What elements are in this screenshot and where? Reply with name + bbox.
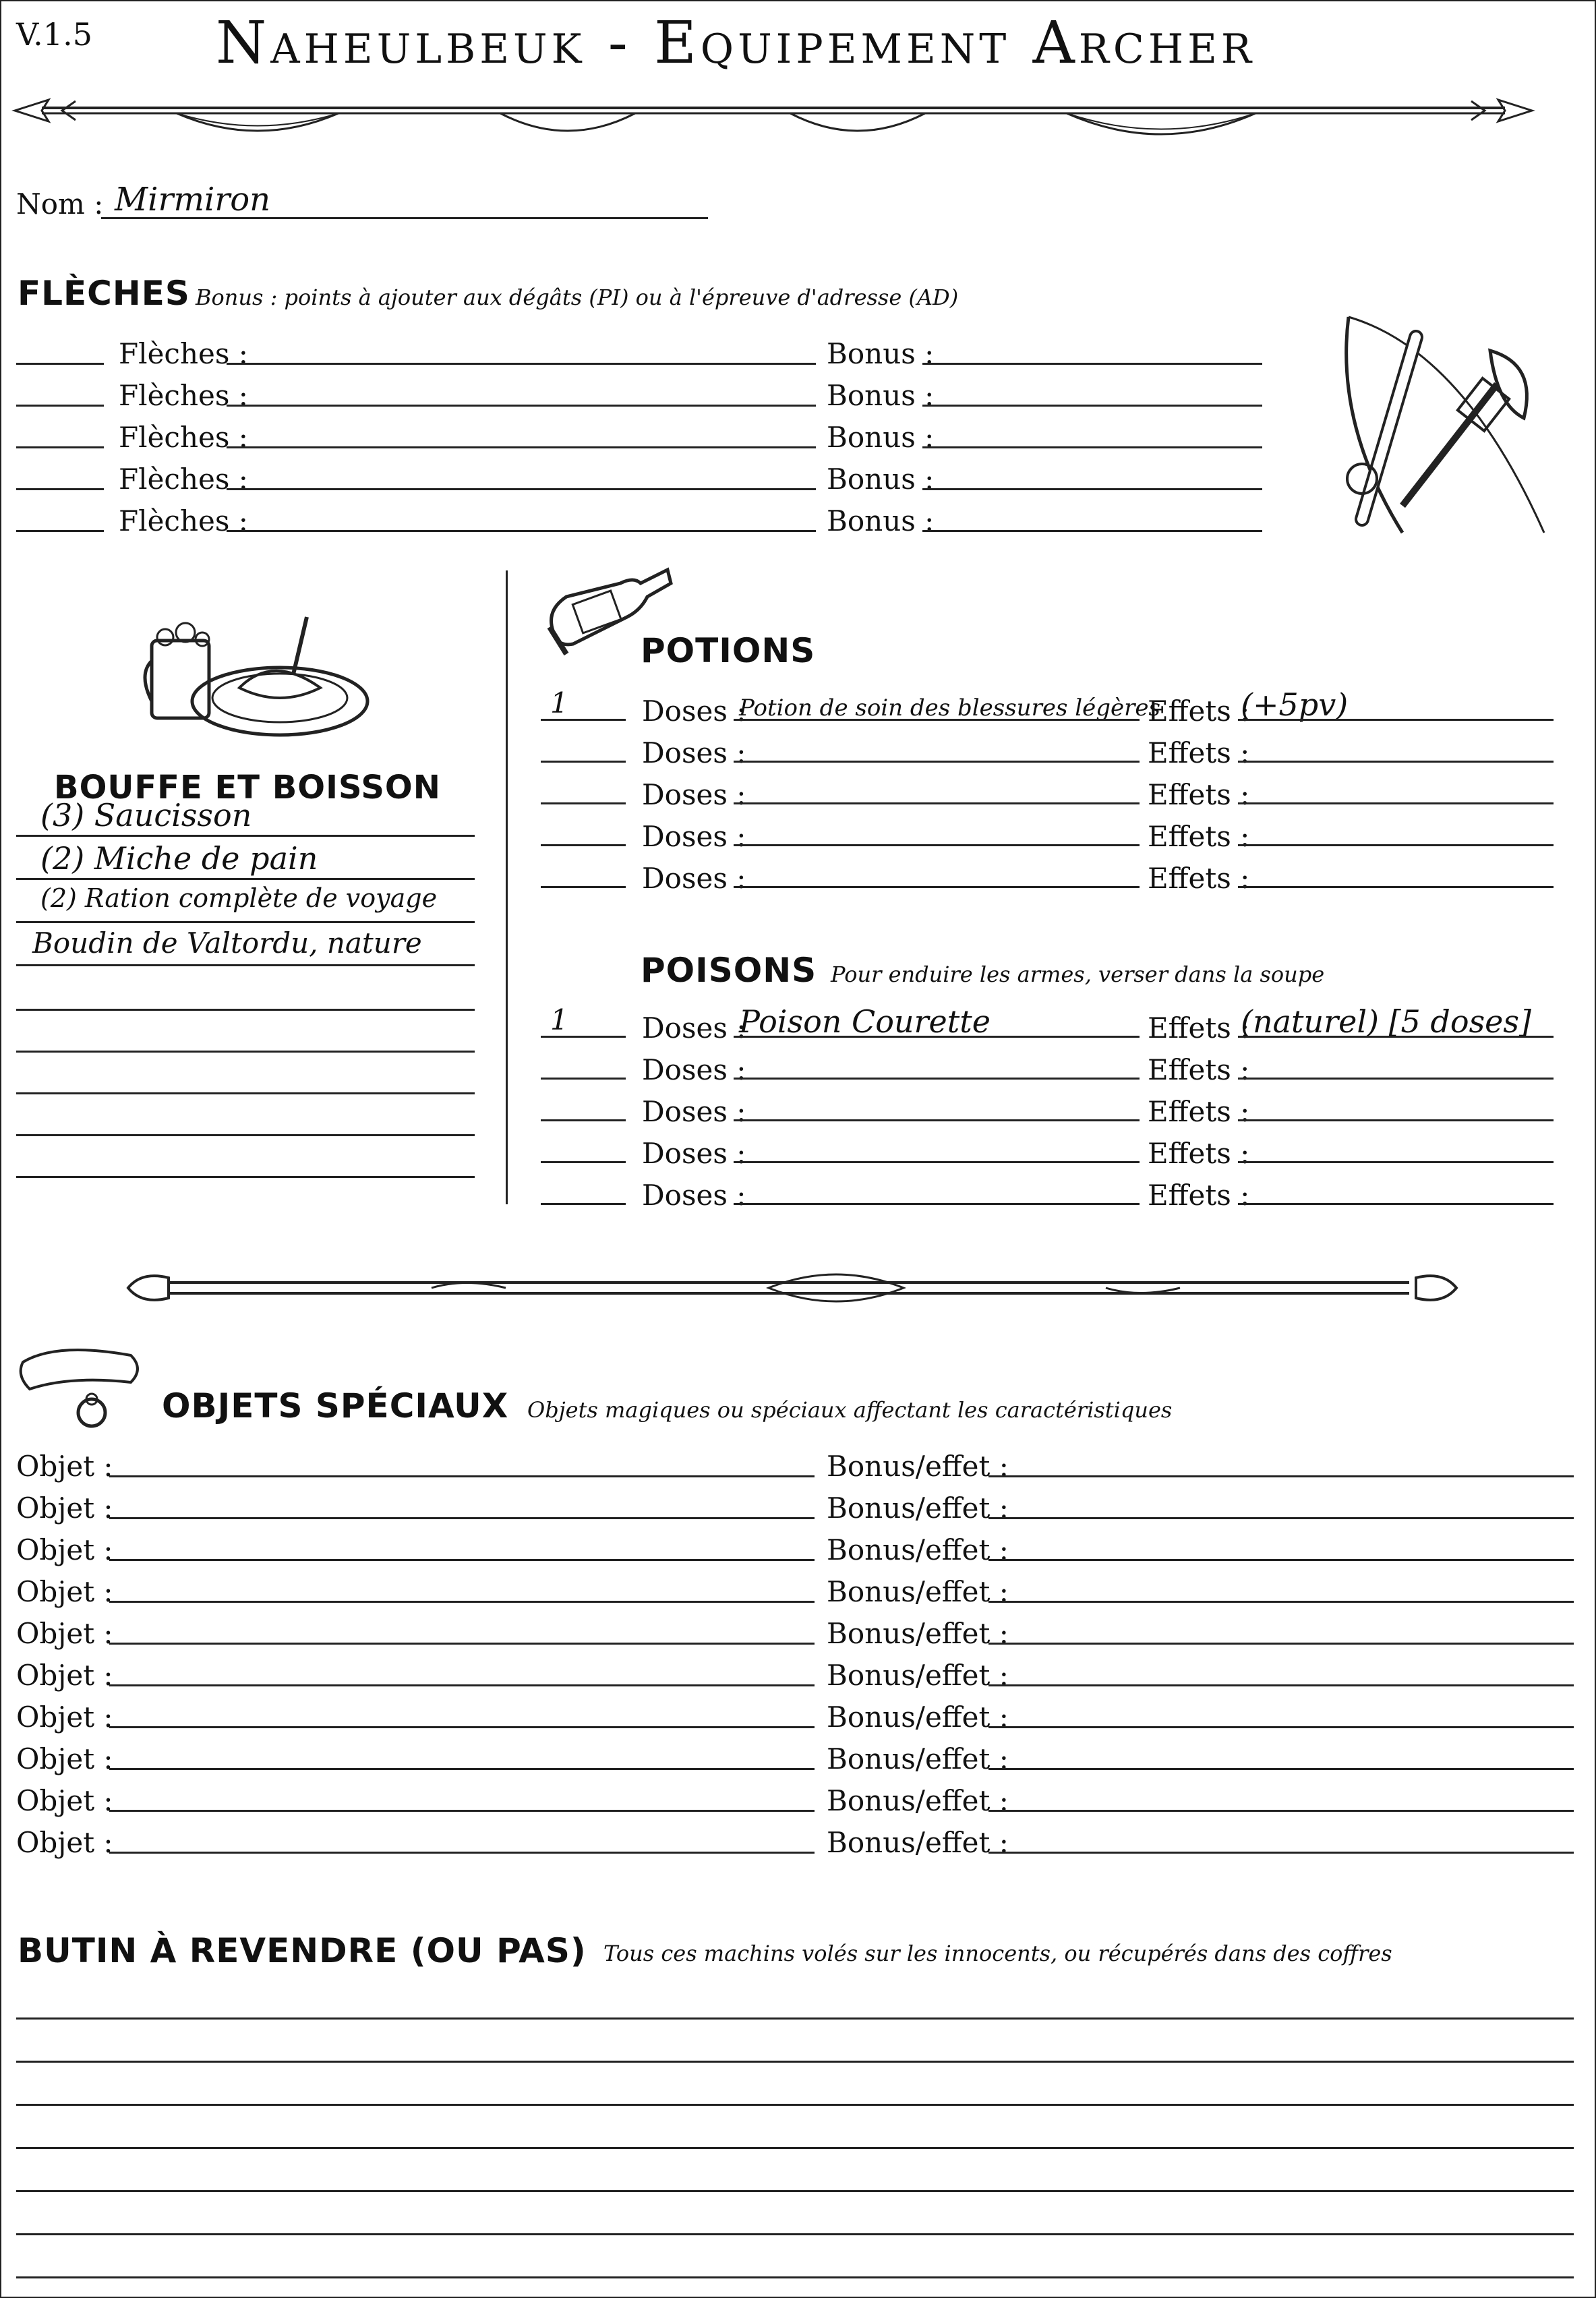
objet-line <box>109 1475 815 1477</box>
scroll-ring-icon <box>16 1342 151 1430</box>
poisons-effets-label: Effets : <box>1148 1053 1250 1086</box>
objet-label: Objet : <box>16 1784 113 1817</box>
poisons-qty-value[interactable]: 1 <box>550 1003 568 1036</box>
potions-effet-line <box>1238 844 1554 846</box>
potions-heading: POTIONS <box>641 631 816 670</box>
fleches-row-label: Flèches : <box>119 337 248 370</box>
butin-line <box>16 2061 1574 2063</box>
fleches-row-label: Flèches : <box>119 463 248 496</box>
poisons-qty-line <box>541 1203 626 1205</box>
objet-bonus-label: Bonus/effet : <box>827 1826 1009 1859</box>
page-title: Naheulbeuk - Equipement Archer <box>216 9 1256 77</box>
fleches-qty-line <box>16 530 104 532</box>
bouffe-item[interactable]: (2) Ration complète de voyage <box>40 883 438 913</box>
name-label: Nom : <box>16 187 104 220</box>
potions-qty-value[interactable]: 1 <box>550 686 568 719</box>
objet-bonus-label: Bonus/effet : <box>827 1742 1009 1775</box>
objet-bonus-label: Bonus/effet : <box>827 1492 1009 1525</box>
bouffe-line <box>16 1092 475 1094</box>
bouffe-line <box>16 835 475 837</box>
food-drink-icon <box>138 607 374 742</box>
fleches-row-label: Flèches : <box>119 421 248 454</box>
bouffe-line <box>16 1051 475 1053</box>
poisons-doses-label: Doses : <box>642 1095 746 1128</box>
poisons-doses-label: Doses : <box>642 1011 746 1044</box>
potions-name-line <box>734 802 1140 804</box>
poisons-qty-line <box>541 1078 626 1080</box>
potions-effets-label: Effets : <box>1148 695 1250 728</box>
potions-doses-label: Doses : <box>642 778 746 811</box>
poisons-heading: POISONS <box>641 951 817 990</box>
poisons-qty-line <box>541 1119 626 1121</box>
bouffe-item[interactable]: (3) Saucisson <box>40 797 252 833</box>
poisons-qty-line <box>541 1161 626 1163</box>
objet-line <box>109 1684 815 1686</box>
potions-qty-line <box>541 719 626 721</box>
objet-line <box>109 1726 815 1728</box>
potions-effets-label: Effets : <box>1148 862 1250 895</box>
objets-heading: OBJETS SPÉCIAUX <box>162 1386 509 1425</box>
objet-label: Objet : <box>16 1450 113 1483</box>
potions-effet-line <box>1238 886 1554 888</box>
poisons-effet-line <box>1238 1036 1554 1038</box>
fleches-value-line <box>227 405 816 407</box>
objet-bonus-line <box>988 1726 1574 1728</box>
butin-heading: BUTIN À REVENDRE (OU PAS) <box>18 1931 587 1970</box>
fleches-heading: FLÈCHES <box>18 274 190 313</box>
potions-effet-line <box>1238 802 1554 804</box>
bouffe-line <box>16 921 475 923</box>
objet-line <box>109 1852 815 1854</box>
butin-line <box>16 2147 1574 2149</box>
column-divider <box>506 570 508 1204</box>
version-label: V.1.5 <box>16 16 92 53</box>
objet-bonus-line <box>988 1517 1574 1519</box>
bouffe-line <box>16 878 475 880</box>
potions-doses-label: Doses : <box>642 695 746 728</box>
poisons-effet-line <box>1238 1078 1554 1080</box>
objet-label: Objet : <box>16 1659 113 1692</box>
butin-line <box>16 2276 1574 2278</box>
bouffe-heading: BOUFFE ET BOISSON <box>54 769 441 806</box>
objets-subtitle: Objets magiques ou spéciaux affectant les caractéristiques <box>527 1397 1173 1423</box>
poisons-effets-label: Effets : <box>1148 1137 1250 1170</box>
poisons-doses-label: Doses : <box>642 1179 746 1212</box>
potions-qty-line <box>541 761 626 763</box>
fleches-subtitle: Bonus : points à ajouter aux dégâts (PI) ou à l'épreuve d'adresse (AD) <box>196 285 959 310</box>
potions-doses-label: Doses : <box>642 820 746 853</box>
objet-bonus-line <box>988 1475 1574 1477</box>
fleches-value-line <box>227 488 816 490</box>
potions-effet-line <box>1238 719 1554 721</box>
bouffe-item[interactable]: (2) Miche de pain <box>40 840 318 877</box>
potions-effet-value[interactable]: (+5pv) <box>1241 686 1349 723</box>
objet-bonus-line <box>988 1601 1574 1603</box>
objet-bonus-line <box>988 1852 1574 1854</box>
potions-doses-label: Doses : <box>642 736 746 769</box>
weapons-icon <box>1322 310 1564 553</box>
poisons-effets-label: Effets : <box>1148 1095 1250 1128</box>
fleches-bonus-label: Bonus : <box>827 337 935 370</box>
potions-doses-label: Doses : <box>642 862 746 895</box>
potions-effets-label: Effets : <box>1148 820 1250 853</box>
fleches-row-label: Flèches : <box>119 379 248 412</box>
bouffe-item[interactable]: Boudin de Valtordu, nature <box>32 926 422 960</box>
objet-bonus-line <box>988 1810 1574 1812</box>
objet-bonus-label: Bonus/effet : <box>827 1533 1009 1566</box>
poisons-effet-value[interactable]: (naturel) [5 doses] <box>1241 1003 1531 1040</box>
fleches-bonus-line <box>922 405 1262 407</box>
objet-line <box>109 1559 815 1561</box>
poisons-name-line <box>734 1036 1140 1038</box>
objet-bonus-label: Bonus/effet : <box>827 1701 1009 1734</box>
fleches-bonus-line <box>922 446 1262 448</box>
objet-label: Objet : <box>16 1742 113 1775</box>
objet-bonus-label: Bonus/effet : <box>827 1784 1009 1817</box>
poisons-effet-line <box>1238 1119 1554 1121</box>
potions-effets-label: Effets : <box>1148 736 1250 769</box>
potions-name-line <box>734 761 1140 763</box>
potions-effet-line <box>1238 761 1554 763</box>
fleches-qty-line <box>16 405 104 407</box>
potions-effets-label: Effets : <box>1148 778 1250 811</box>
objet-bonus-label: Bonus/effet : <box>827 1659 1009 1692</box>
arrow-divider-icon <box>15 81 1532 148</box>
name-line <box>101 217 708 219</box>
fleches-bonus-label: Bonus : <box>827 463 935 496</box>
poisons-effets-label: Effets : <box>1148 1011 1250 1044</box>
potions-name-value[interactable]: Potion de soin des blessures légères <box>739 695 1160 721</box>
potions-qty-line <box>541 886 626 888</box>
fleches-bonus-line <box>922 363 1262 365</box>
objet-bonus-label: Bonus/effet : <box>827 1617 1009 1650</box>
objet-bonus-line <box>988 1643 1574 1645</box>
potions-name-line <box>734 886 1140 888</box>
poisons-name-value[interactable]: Poison Courette <box>739 1003 991 1040</box>
butin-line <box>16 2104 1574 2106</box>
objet-label: Objet : <box>16 1701 113 1734</box>
poisons-effets-label: Effets : <box>1148 1179 1250 1212</box>
poisons-effet-line <box>1238 1161 1554 1163</box>
bouffe-line <box>16 1176 475 1178</box>
fleches-row-label: Flèches : <box>119 504 248 537</box>
potions-name-line <box>734 844 1140 846</box>
objet-label: Objet : <box>16 1492 113 1525</box>
butin-line <box>16 2017 1574 2020</box>
bouffe-line <box>16 964 475 966</box>
objet-line <box>109 1768 815 1770</box>
potions-name-line <box>734 719 1140 721</box>
fleches-qty-line <box>16 488 104 490</box>
objet-label: Objet : <box>16 1617 113 1650</box>
objet-bonus-label: Bonus/effet : <box>827 1575 1009 1608</box>
potions-qty-line <box>541 844 626 846</box>
objet-label: Objet : <box>16 1533 113 1566</box>
poisons-name-line <box>734 1119 1140 1121</box>
poisons-name-line <box>734 1161 1140 1163</box>
objet-label: Objet : <box>16 1575 113 1608</box>
fleches-bonus-label: Bonus : <box>827 504 935 537</box>
objet-line <box>109 1601 815 1603</box>
name-field[interactable]: Mirmiron <box>115 181 271 218</box>
fleches-value-line <box>227 530 816 532</box>
poisons-doses-label: Doses : <box>642 1137 746 1170</box>
objet-line <box>109 1517 815 1519</box>
fleches-qty-line <box>16 363 104 365</box>
bouffe-line <box>16 1009 475 1011</box>
potions-qty-line <box>541 802 626 804</box>
fleches-bonus-label: Bonus : <box>827 379 935 412</box>
objet-bonus-line <box>988 1768 1574 1770</box>
fleches-bonus-line <box>922 530 1262 532</box>
fleches-value-line <box>227 446 816 448</box>
bouffe-line <box>16 1134 475 1136</box>
fleches-bonus-line <box>922 488 1262 490</box>
objet-line <box>109 1810 815 1812</box>
staff-divider-icon <box>128 1261 1456 1308</box>
poisons-name-line <box>734 1203 1140 1205</box>
fleches-value-line <box>227 363 816 365</box>
butin-line <box>16 2190 1574 2192</box>
poisons-effet-line <box>1238 1203 1554 1205</box>
objet-bonus-line <box>988 1559 1574 1561</box>
poisons-doses-label: Doses : <box>642 1053 746 1086</box>
fleches-bonus-label: Bonus : <box>827 421 935 454</box>
objet-label: Objet : <box>16 1826 113 1859</box>
butin-subtitle: Tous ces machins volés sur les innocents, ou récupérés dans des coffres <box>603 1941 1392 1966</box>
objet-bonus-label: Bonus/effet : <box>827 1450 1009 1483</box>
butin-line <box>16 2233 1574 2235</box>
poisons-qty-line <box>541 1036 626 1038</box>
objet-bonus-line <box>988 1684 1574 1686</box>
poisons-subtitle: Pour enduire les armes, verser dans la soupe <box>831 962 1325 987</box>
fleches-qty-line <box>16 446 104 448</box>
objet-line <box>109 1643 815 1645</box>
poisons-name-line <box>734 1078 1140 1080</box>
